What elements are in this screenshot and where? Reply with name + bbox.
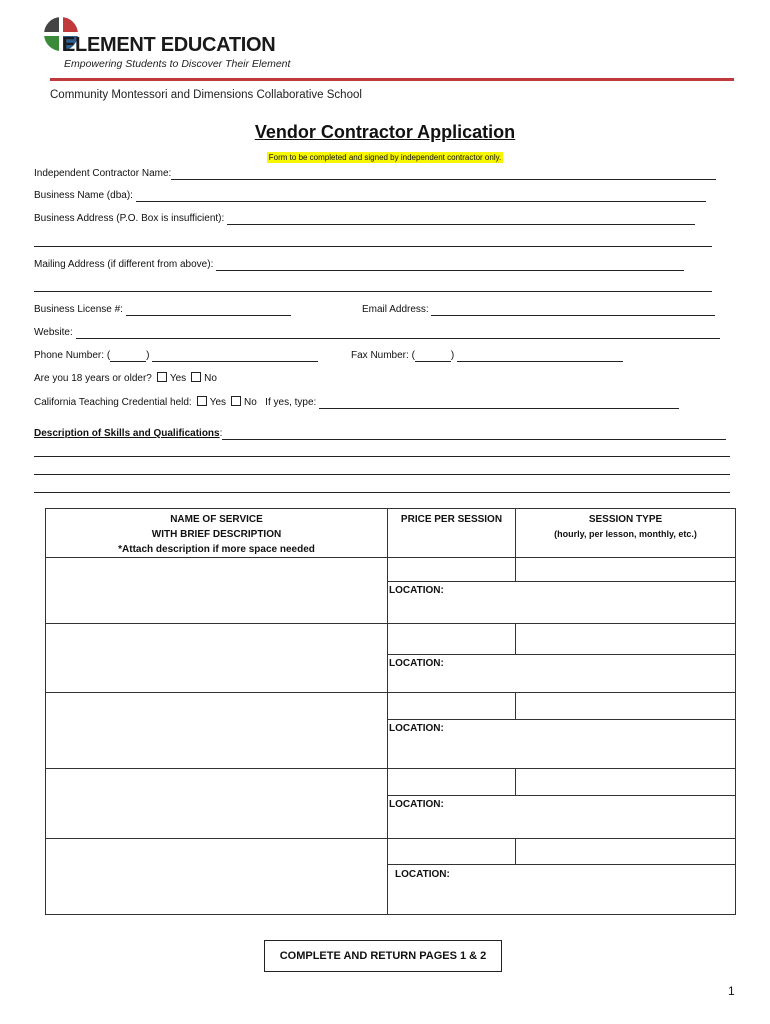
credential-yes-label: Yes [209,397,227,408]
skills-label: Description of Skills and Qualifications [34,428,220,439]
row4-mid-divider [515,768,516,796]
fax-paren-close: ) [450,350,455,361]
business-address-row [34,213,695,225]
col-service-header [46,512,387,557]
business-license-label: Business License #: [34,304,123,315]
row1-location-label: LOCATION: [389,585,444,596]
row-separator-3 [45,768,736,769]
page-number: 1 [728,984,735,998]
table-col-divider [387,508,388,915]
col-service-header-line1: NAME OF SERVICE [170,514,263,525]
row5-price-rule [387,864,736,865]
website-row [34,327,720,339]
business-address-label: Business Address (P.O. Box is insufficient): [34,213,225,224]
row3-price-rule [387,719,736,720]
row3-location-label: LOCATION: [389,723,444,734]
business-name-row [34,190,706,202]
row-separator-4 [45,838,736,839]
col-price-header: PRICE PER SESSION [400,514,503,525]
mailing-address-row [34,259,684,271]
skills-line-4[interactable] [34,492,730,493]
phone-number-field[interactable] [152,351,318,362]
form-subtitle: Form to be completed and signed by independent contractor only. [268,153,502,162]
credential-type-label: If yes, type: [265,397,317,408]
age-yes-checkbox[interactable] [157,372,167,382]
contractor-name-label: Independent Contractor Name: [34,168,172,179]
col-service-header-line3: *Attach description if more space needed [118,544,315,555]
fax-number-field[interactable] [457,351,623,362]
col-session-type-header [516,512,735,542]
email-label: Email Address: [362,304,429,315]
mailing-address-line-2[interactable] [34,291,712,292]
phone-paren-close: ) [146,350,150,361]
phone-label: Phone Number: ( [34,350,111,361]
row5-location-label: LOCATION: [395,869,450,880]
school-name: Community Montessori and Dimensions Collaborative School [50,89,362,101]
row3-mid-divider [515,692,516,720]
form-subtitle-wrap [0,147,770,165]
row1-mid-divider [515,557,516,582]
row2-location-label: LOCATION: [389,658,444,669]
row-separator-1 [45,623,736,624]
credential-yes-checkbox[interactable] [197,396,207,406]
credential-type-field[interactable] [319,398,679,409]
col-session-type-subtitle: (hourly, per lesson, monthly, etc.) [554,529,697,539]
contractor-name-row [34,168,716,180]
header-divider [50,78,734,81]
skills-field[interactable] [219,428,726,440]
skills-row [34,428,726,440]
business-name-label: Business Name (dba): [34,190,133,201]
col-session-type-title: SESSION TYPE [588,514,663,525]
business-name-field[interactable] [136,191,706,202]
email-field[interactable] [431,305,715,316]
website-field[interactable] [76,328,720,339]
row2-price-rule [387,654,736,655]
row1-price-rule [387,581,736,582]
brand-name: ELEMENT EDUCATION [62,34,276,56]
age-no-label: No [204,373,217,384]
age-row [34,372,217,385]
row-separator-2 [45,692,736,693]
contractor-name-field[interactable] [171,169,716,180]
credential-row [34,396,679,409]
age-question: Are you 18 years or older? [34,373,152,384]
skills-line-2[interactable] [34,456,730,457]
phone-row [34,350,318,362]
row4-location-label: LOCATION: [389,799,444,810]
return-pages-note: COMPLETE AND RETURN PAGES 1 & 2 [264,940,502,972]
fax-row [351,350,623,362]
business-license-field[interactable] [126,305,291,316]
mailing-address-field[interactable] [216,260,684,271]
table-header-rule [45,557,736,558]
phone-area-code-field[interactable] [110,351,146,362]
age-yes-label: Yes [169,373,187,384]
credential-question: California Teaching Credential held: [34,397,192,408]
skills-line-3[interactable] [34,474,730,475]
brand-tagline: Empowering Students to Discover Their Element [64,58,291,70]
form-title: Vendor Contractor Application [254,122,516,142]
row2-mid-divider [515,623,516,655]
credential-no-label: No [244,397,257,408]
row4-price-rule [387,795,736,796]
business-license-row [34,304,291,316]
row5-mid-divider [515,838,516,865]
fax-label: Fax Number: ( [351,350,415,361]
mailing-address-label: Mailing Address (if different from above): [34,259,214,270]
credential-no-checkbox[interactable] [231,396,241,406]
services-table [45,508,736,915]
fax-area-code-field[interactable] [415,351,451,362]
website-label: Website: [34,327,73,338]
email-row [362,304,715,316]
business-address-field[interactable] [227,214,695,225]
business-address-line-2[interactable] [34,246,712,247]
skills-colon: : [219,428,223,439]
col-service-header-line2: WITH BRIEF DESCRIPTION [151,529,282,540]
age-no-checkbox[interactable] [191,372,201,382]
